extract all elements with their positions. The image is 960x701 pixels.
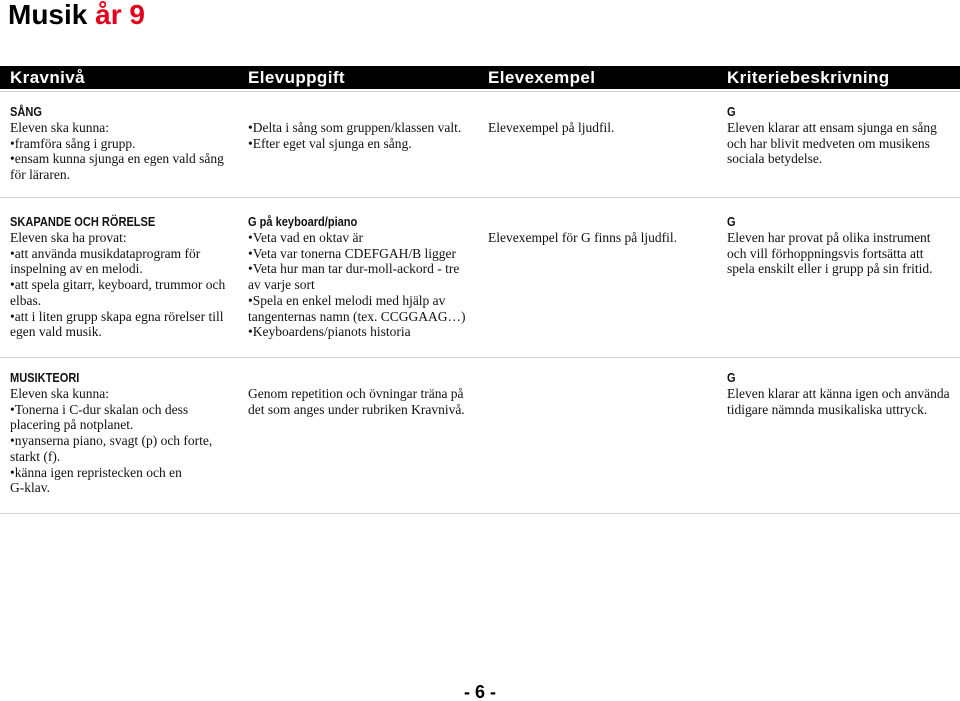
example-text: Elevexempel på ljudfil.: [488, 120, 615, 135]
list-item: • Veta vad en oktav är: [248, 230, 474, 246]
row-skapande-kriterie: [727, 214, 953, 277]
intro-text: Eleven ska ha provat:: [10, 230, 127, 245]
column-header-kravniva: Kravnivå: [10, 68, 86, 87]
intro-text: Eleven ska kunna:: [10, 386, 109, 401]
list-item: • Tonerna i C-dur skalan och dess placering på notplanet.: [10, 402, 236, 433]
page-number: - 6 -: [463, 682, 496, 701]
list-item: • Keyboardens/pianots historia: [248, 324, 474, 340]
row-skapande-elevuppgift: [248, 214, 474, 340]
column-header-elevexempel: Elevexempel: [488, 68, 596, 87]
row-musikteori-kriterie: [727, 370, 953, 417]
row-divider: [0, 197, 960, 198]
intro-text: Eleven ska kunna:: [10, 120, 109, 135]
grade-label: G: [727, 104, 736, 119]
list-item: • ensam kunna sjunga en egen vald sång för läraren.: [10, 151, 236, 182]
section-heading: SKAPANDE OCH RÖRELSE: [10, 214, 156, 229]
list-item: • Veta hur man tar dur-moll-ackord - tre av varje sort: [248, 261, 474, 292]
column-header-kriteriebeskrivning: Kriteriebeskrivning: [727, 68, 890, 87]
row-sang-kriterie: [727, 104, 953, 167]
page-title: [8, 0, 145, 30]
grade-label: G: [727, 214, 736, 229]
row-divider: [0, 513, 960, 514]
row-skapande-elevexempel: [488, 214, 714, 246]
row-sang-elevuppgift: [248, 104, 474, 151]
title-subject: Musik: [8, 0, 88, 30]
criteria-text: Eleven klarar att känna igen och använda tidigare nämnda musikaliska uttryck.: [727, 386, 950, 417]
task-text: Genom repetition och övningar träna på det som anges under rubriken Kravnivå.: [248, 386, 465, 417]
list-item: • att använda musikdataprogram för inspelning av en melodi.: [10, 246, 236, 277]
list-item: • Delta i sång som gruppen/klassen valt.: [248, 120, 474, 136]
header-divider: [0, 91, 960, 92]
list-item: • att i liten grupp skapa egna rörelser till egen vald musik.: [10, 309, 236, 340]
row-sang-elevexempel: [488, 104, 714, 136]
list-item: • nyanserna piano, svagt (p) och forte, starkt (f).: [10, 433, 236, 464]
table-header: [0, 66, 960, 89]
grade-label: G: [727, 370, 736, 385]
list-item: • Veta var tonerna CDEFGAH/B ligger: [248, 246, 474, 262]
column-header-elevuppgift: Elevuppgift: [248, 68, 345, 87]
row-skapande-kravniva: [10, 214, 236, 340]
list-item: • Spela en enkel melodi med hjälp av tangenternas namn (tex. CCGGAAG…): [248, 293, 474, 324]
section-heading: SÅNG: [10, 104, 42, 119]
row-sang-kravniva: [10, 104, 236, 183]
row-musikteori-elevuppgift: [248, 370, 474, 417]
criteria-text: Eleven klarar att ensam sjunga en sång och har blivit medveten om musikens sociala betydelse.: [727, 120, 937, 167]
section-heading: MUSIKTEORI: [10, 370, 80, 385]
row-musikteori-kravniva: [10, 370, 236, 496]
list-item: • att spela gitarr, keyboard, trummor och elbas.: [10, 277, 236, 308]
row-divider: [0, 357, 960, 358]
list-item: • känna igen repristecken och en G-klav.: [10, 465, 236, 496]
list-item: • Efter eget val sjunga en sång.: [248, 136, 474, 152]
title-grade: år 9: [95, 0, 145, 30]
example-text: Elevexempel för G finns på ljudfil.: [488, 230, 677, 245]
criteria-text: Eleven har provat på olika instrument och vill förhoppningsvis fortsätta att spela enskilt eller i grupp på sin fritid.: [727, 230, 933, 277]
list-item: • framföra sång i grupp.: [10, 136, 236, 152]
task-heading: G på keyboard/piano: [248, 214, 358, 229]
